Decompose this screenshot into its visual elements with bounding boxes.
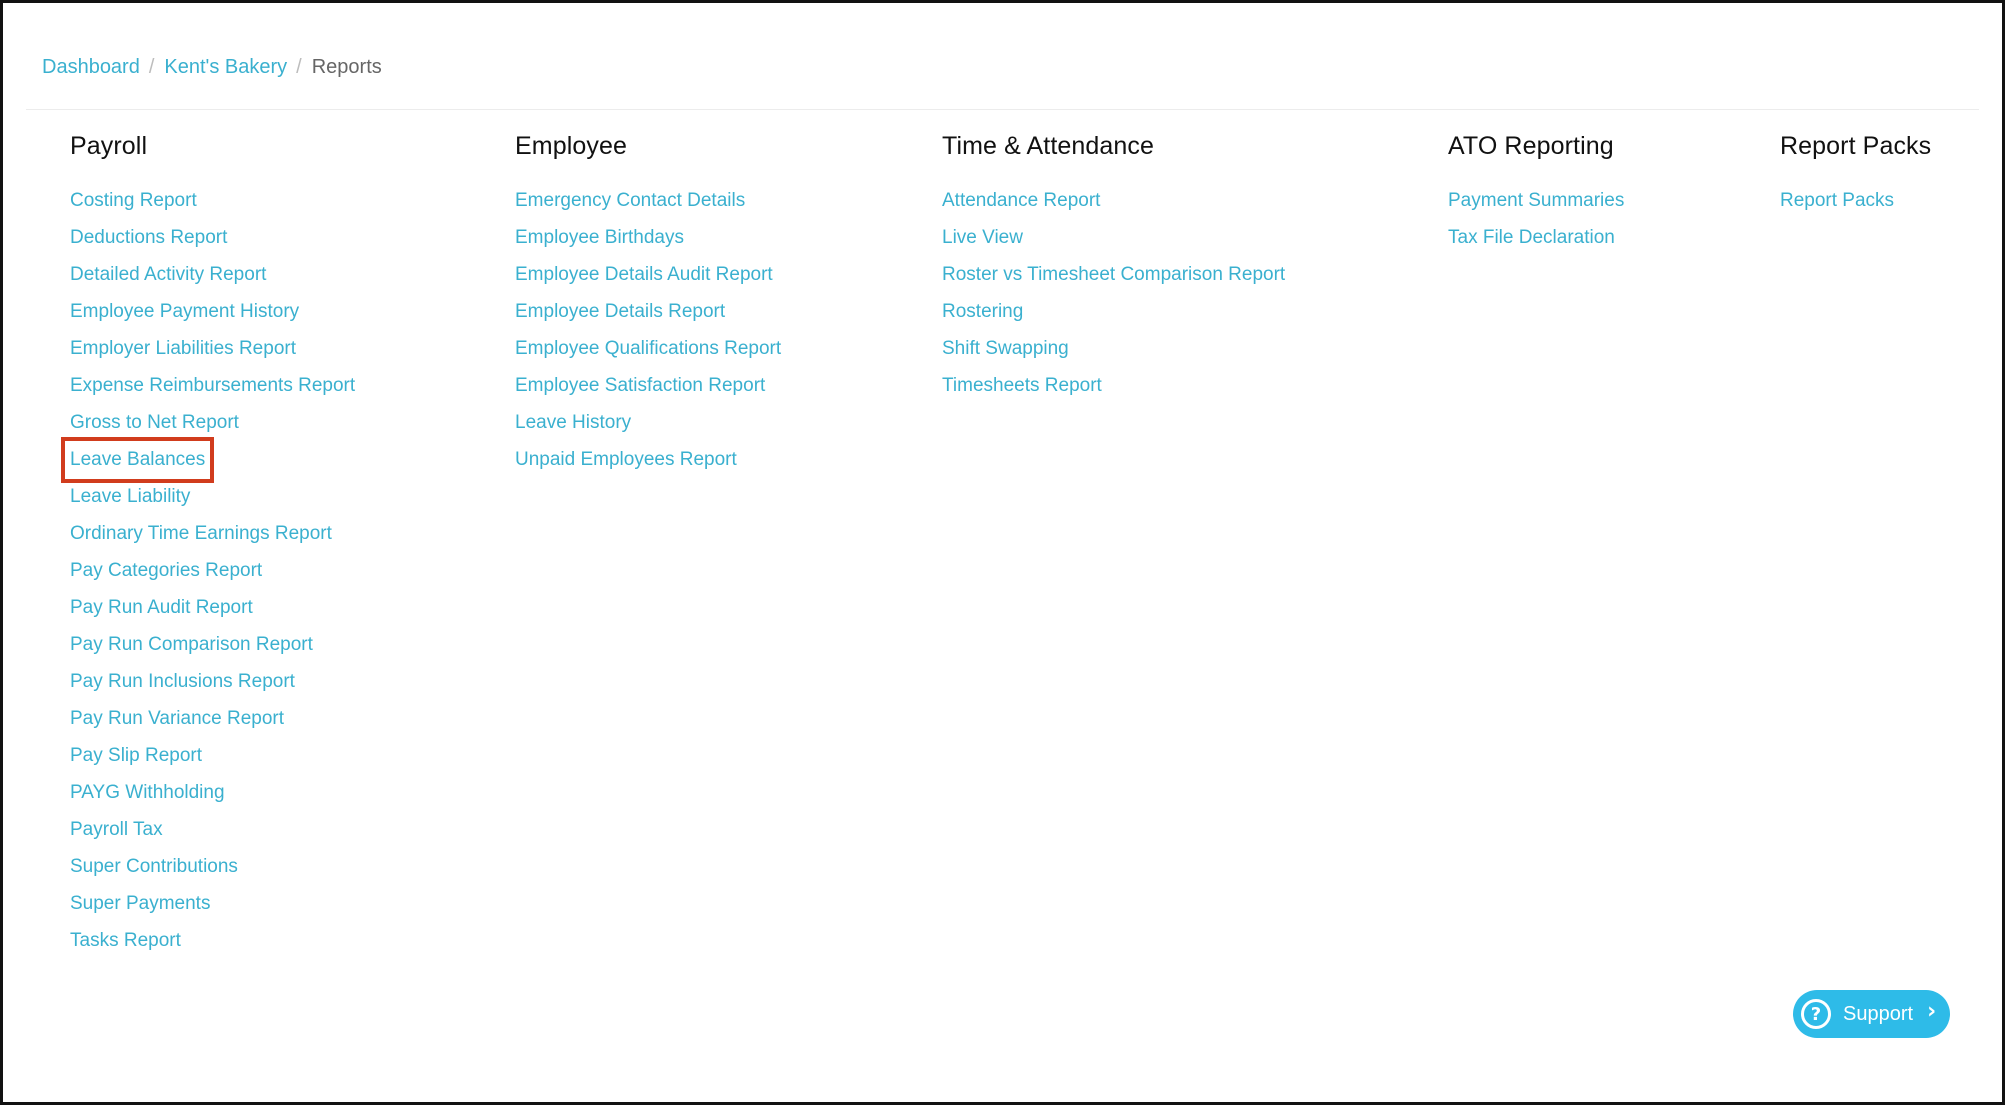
section-title-ato-reporting: ATO Reporting [1448,132,1614,160]
report-link-pay-run-variance[interactable]: Pay Run Variance Report [70,708,285,729]
employee-section [515,128,782,470]
breadcrumb-separator: / [148,55,155,78]
report-link-roster-vs-timesheet[interactable]: Roster vs Timesheet Comparison Report [942,264,1286,285]
employee-links [515,186,781,482]
report-link-employee-payment-history[interactable]: Employee Payment History [70,301,300,322]
time-attendance-section [942,128,1286,396]
report-packs-links [1780,186,1894,223]
report-link-super-contributions[interactable]: Super Contributions [70,856,238,877]
report-link-shift-swapping[interactable]: Shift Swapping [942,338,1069,359]
payroll-links [70,186,355,963]
report-link-employee-satisfaction[interactable]: Employee Satisfaction Report [515,375,766,396]
breadcrumb [42,52,382,82]
report-link-detailed-activity[interactable]: Detailed Activity Report [70,264,267,285]
report-link-employer-liabilities[interactable]: Employer Liabilities Report [70,338,296,359]
support-label: Support [1843,1002,1914,1025]
ato-reporting-links [1448,186,1624,260]
breadcrumb-current: Reports [311,55,382,78]
report-link-employee-details-audit[interactable]: Employee Details Audit Report [515,264,773,285]
report-link-live-view[interactable]: Live View [942,227,1023,248]
report-link-rostering[interactable]: Rostering [942,301,1024,322]
report-link-leave-liability[interactable]: Leave Liability [70,486,191,507]
report-link-payment-summaries[interactable]: Payment Summaries [1448,190,1625,211]
ato-reporting-section [1448,128,1625,248]
report-link-payg-withholding[interactable]: PAYG Withholding [70,782,225,803]
section-title-payroll: Payroll [70,132,148,160]
report-link-costing[interactable]: Costing Report [70,190,197,211]
breadcrumb-dashboard-link[interactable]: Dashboard [42,55,140,78]
section-title-report-packs: Report Packs [1780,132,1932,160]
report-link-pay-run-comparison[interactable]: Pay Run Comparison Report [70,634,313,655]
support-button[interactable] [1793,990,1950,1038]
breadcrumb-separator: / [296,55,302,78]
report-link-leave-balances[interactable]: Leave Balances [69,445,206,475]
report-link-expense-reimbursements[interactable]: Expense Reimbursements Report [70,375,356,396]
time-attendance-links [942,186,1285,408]
chevron-right-icon: › [1927,998,1937,1024]
report-packs-section [1780,128,1932,211]
report-link-report-packs[interactable]: Report Packs [1780,190,1895,211]
report-link-tax-file-declaration[interactable]: Tax File Declaration [1448,227,1615,248]
breadcrumb-company-link[interactable]: Kent's Bakery [164,55,288,78]
report-link-pay-run-audit[interactable]: Pay Run Audit Report [70,597,253,618]
report-link-pay-categories[interactable]: Pay Categories Report [70,560,263,581]
report-link-pay-slip[interactable]: Pay Slip Report [70,745,203,766]
report-link-timesheets[interactable]: Timesheets Report [942,375,1102,396]
report-link-deductions[interactable]: Deductions Report [70,227,228,248]
report-link-super-payments[interactable]: Super Payments [70,893,211,914]
report-link-unpaid-employees[interactable]: Unpaid Employees Report [515,449,737,470]
report-link-ordinary-time-earnings[interactable]: Ordinary Time Earnings Report [70,523,332,544]
report-link-emergency-contact-details[interactable]: Emergency Contact Details [515,190,746,211]
report-link-employee-details[interactable]: Employee Details Report [515,301,726,322]
report-link-attendance[interactable]: Attendance Report [942,190,1101,211]
report-link-employee-qualifications[interactable]: Employee Qualifications Report [515,338,782,359]
report-link-employee-birthdays[interactable]: Employee Birthdays [515,227,684,248]
section-title-time-attendance: Time & Attendance [942,132,1155,160]
question-circle-icon: ? [1801,999,1831,1029]
payroll-section [70,128,356,951]
report-link-pay-run-inclusions[interactable]: Pay Run Inclusions Report [70,671,295,692]
report-link-leave-history[interactable]: Leave History [515,412,632,433]
report-link-tasks[interactable]: Tasks Report [70,930,181,951]
report-link-gross-to-net[interactable]: Gross to Net Report [70,412,239,433]
section-title-employee: Employee [515,132,627,160]
report-link-payroll-tax[interactable]: Payroll Tax [70,819,163,840]
header-divider [26,109,1979,110]
